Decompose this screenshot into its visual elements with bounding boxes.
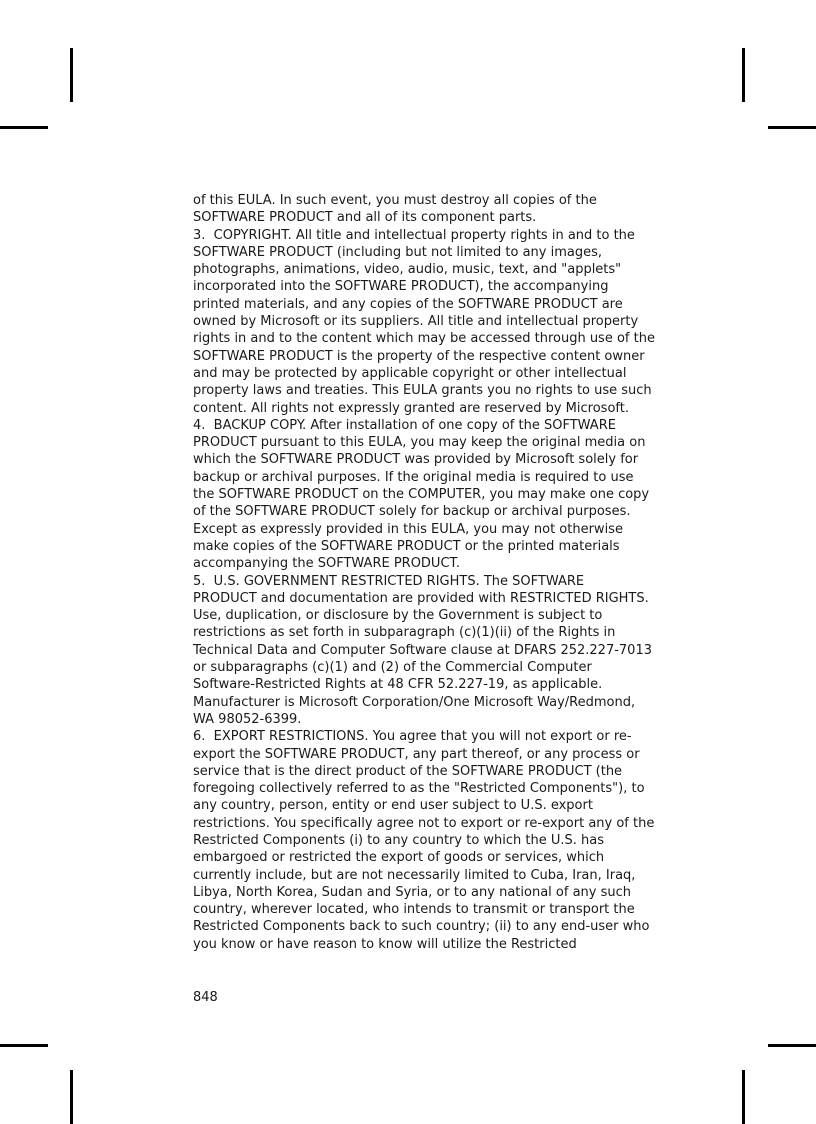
text-line: make copies of the SOFTWARE PRODUCT or the printed materials (193, 538, 620, 554)
crop-mark-top-right-vertical (742, 48, 745, 102)
text-line: export the SOFTWARE PRODUCT, any part thereof, or any process or (193, 746, 640, 762)
text-line: PRODUCT pursuant to this EULA, you may keep the original media on (193, 435, 646, 451)
text-line: property laws and treaties. This EULA grants you no rights to use such (193, 383, 652, 399)
crop-mark-top-right-horizontal (768, 126, 816, 129)
text-line: Restricted Components (i) to any country to which the U.S. has (193, 832, 605, 848)
section-6-heading-line: 6. EXPORT RESTRICTIONS. You agree that you will not export or re- (193, 729, 632, 745)
text-line: of the SOFTWARE PRODUCT solely for backup or archival purposes. (193, 504, 631, 520)
text-line: any country, person, entity or end user subject to U.S. export (193, 798, 593, 814)
crop-mark-bottom-right-horizontal (768, 1044, 816, 1047)
crop-mark-bottom-left-horizontal (0, 1044, 48, 1047)
text-line: Technical Data and Computer Software clause at DFARS 252.227-7013 (193, 642, 652, 658)
section-3-heading-line: 3. COPYRIGHT. All title and intellectual property rights in and to the (193, 227, 635, 243)
text-line: content. All rights not expressly granted are reserved by Microsoft. (193, 400, 629, 416)
crop-mark-bottom-right-vertical (742, 1070, 745, 1124)
text-line: SOFTWARE PRODUCT (including but not limited to any images, (193, 244, 603, 260)
text-line: SOFTWARE PRODUCT and all of its component parts. (193, 210, 537, 226)
text-line: Software-Restricted Rights at 48 CFR 52.227-19, as applicable. (193, 677, 603, 693)
text-line: service that is the direct product of the SOFTWARE PRODUCT (the (193, 763, 623, 779)
text-line: backup or archival purposes. If the original media is required to use (193, 469, 634, 485)
text-line: the SOFTWARE PRODUCT on the COMPUTER, you may make one copy (193, 487, 650, 503)
text-line: and may be protected by applicable copyright or other intellectual (193, 365, 627, 381)
crop-mark-bottom-left-vertical (70, 1070, 73, 1124)
text-line: rights in and to the content which may be accessed through use of the (193, 331, 655, 347)
text-line: Manufacturer is Microsoft Corporation/One Microsoft Way/Redmond, (193, 694, 636, 710)
text-line: of this EULA. In such event, you must destroy all copies of the (193, 193, 597, 208)
text-line: embargoed or restricted the export of goods or services, which (193, 850, 605, 866)
text-line: which the SOFTWARE PRODUCT was provided by Microsoft solely for (193, 452, 639, 468)
text-line: accompanying the SOFTWARE PRODUCT. (193, 556, 461, 572)
text-line: printed materials, and any copies of the SOFTWARE PRODUCT are (193, 296, 623, 312)
text-line: PRODUCT and documentation are provided with RESTRICTED RIGHTS. (193, 590, 649, 606)
page-number: 848 (193, 990, 218, 1005)
text-line: currently include, but are not necessarily limited to Cuba, Iran, Iraq, (193, 867, 636, 883)
text-line: Except as expressly provided in this EULA, you may not otherwise (193, 521, 623, 537)
section-4-heading-line: 4. BACKUP COPY. After installation of one copy of the SOFTWARE (193, 417, 616, 433)
text-line: Use, duplication, or disclosure by the Government is subject to (193, 608, 603, 624)
crop-mark-top-left-vertical (70, 48, 73, 102)
text-line: owned by Microsoft or its suppliers. All title and intellectual property (193, 314, 639, 330)
text-line: Libya, North Korea, Sudan and Syria, or to any national of any such (193, 884, 632, 900)
text-line: incorporated into the SOFTWARE PRODUCT), the accompanying (193, 279, 609, 295)
text-line: SOFTWARE PRODUCT is the property of the respective content owner (193, 348, 645, 364)
crop-mark-top-left-horizontal (0, 126, 48, 129)
eula-body-text (193, 192, 683, 953)
text-line: WA 98052-6399. (193, 711, 302, 727)
text-line: restrictions as set forth in subparagraph (c)(1)(ii) of the Rights in (193, 625, 616, 641)
text-line: Restricted Components back to such country; (ii) to any end-user who (193, 919, 650, 935)
section-5-heading-line: 5. U.S. GOVERNMENT RESTRICTED RIGHTS. The SOFTWARE (193, 573, 585, 589)
text-line: photographs, animations, video, audio, music, text, and "applets" (193, 262, 622, 278)
text-line: foregoing collectively referred to as the "Restricted Components"), to (193, 781, 645, 797)
text-line: restrictions. You specifically agree not to export or re-export any of the (193, 815, 655, 831)
text-line: country, wherever located, who intends to transmit or transport the (193, 902, 635, 918)
text-line: you know or have reason to know will utilize the Restricted (193, 936, 577, 952)
text-line: or subparagraphs (c)(1) and (2) of the Commercial Computer (193, 660, 592, 676)
